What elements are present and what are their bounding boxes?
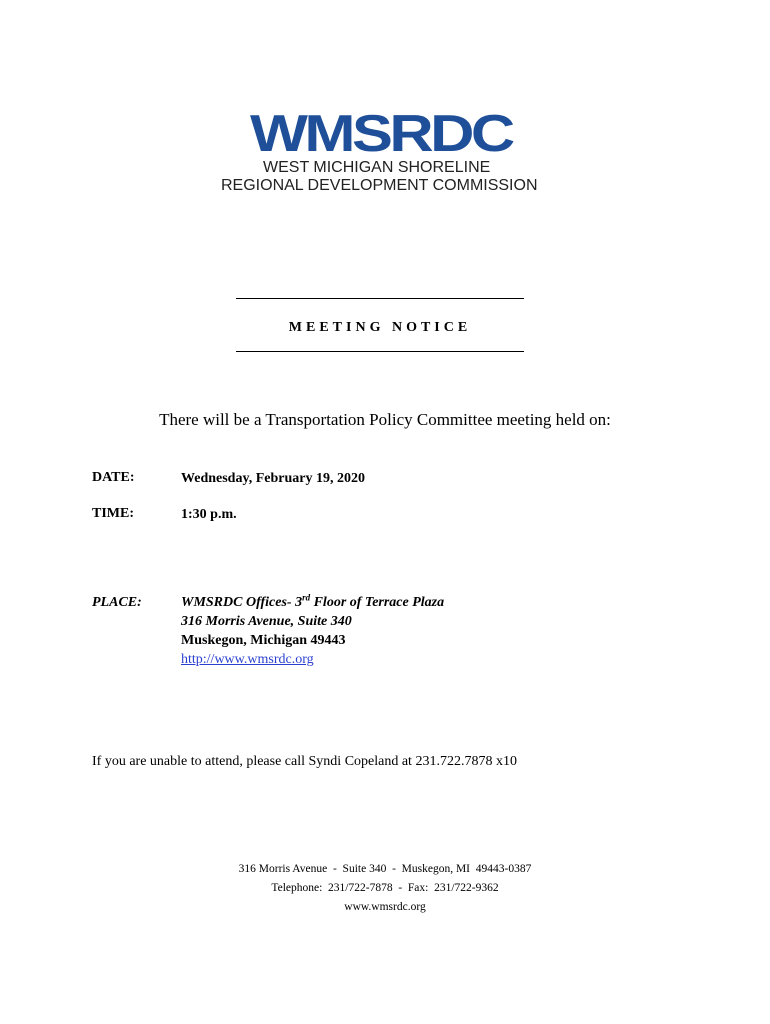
place-block [181, 593, 444, 669]
logo-line-2: REGIONAL DEVELOPMENT COMMISSION [221, 177, 538, 194]
time-label: TIME: [92, 506, 134, 521]
bottom-rule [236, 351, 524, 352]
intro-sentence: There will be a Transportation Policy Committee meeting held on: [159, 410, 611, 429]
place-line-2: 316 Morris Avenue, Suite 340 [181, 614, 352, 629]
place-line-3: Muskegon, Michigan 49443 [181, 633, 346, 648]
footer-address [150, 860, 620, 917]
place-label: PLACE: [92, 595, 142, 610]
place-line-1-post: Floor of Terrace Plaza [310, 595, 445, 610]
footer-line-3: www.wmsrdc.org [344, 901, 426, 913]
logo-mark: WMSRDC [250, 114, 512, 154]
website-link[interactable]: http://www.wmsrdc.org [181, 652, 314, 667]
logo-line-1: WEST MICHIGAN SHORELINE [263, 159, 491, 176]
notice-title: MEETING NOTICE [288, 320, 472, 335]
date-label: DATE: [92, 470, 135, 485]
time-value: 1:30 p.m. [181, 507, 237, 522]
wmsrdc-logo [220, 114, 550, 195]
top-rule [236, 298, 524, 299]
date-value: Wednesday, February 19, 2020 [181, 471, 365, 486]
place-line-1 [181, 593, 444, 612]
place-line-1-sup: rd [302, 592, 311, 603]
footer-line-2: Telephone: 231/722-7878 - Fax: 231/722-9362 [271, 882, 499, 894]
unable-to-attend-note: If you are unable to attend, please call Syndi Copeland at 231.722.7878 x10 [92, 754, 517, 769]
place-line-1-pre: WMSRDC Offices- 3 [181, 595, 303, 610]
footer-line-1: 316 Morris Avenue - Suite 340 - Muskegon, MI 49443-0387 [238, 863, 532, 875]
